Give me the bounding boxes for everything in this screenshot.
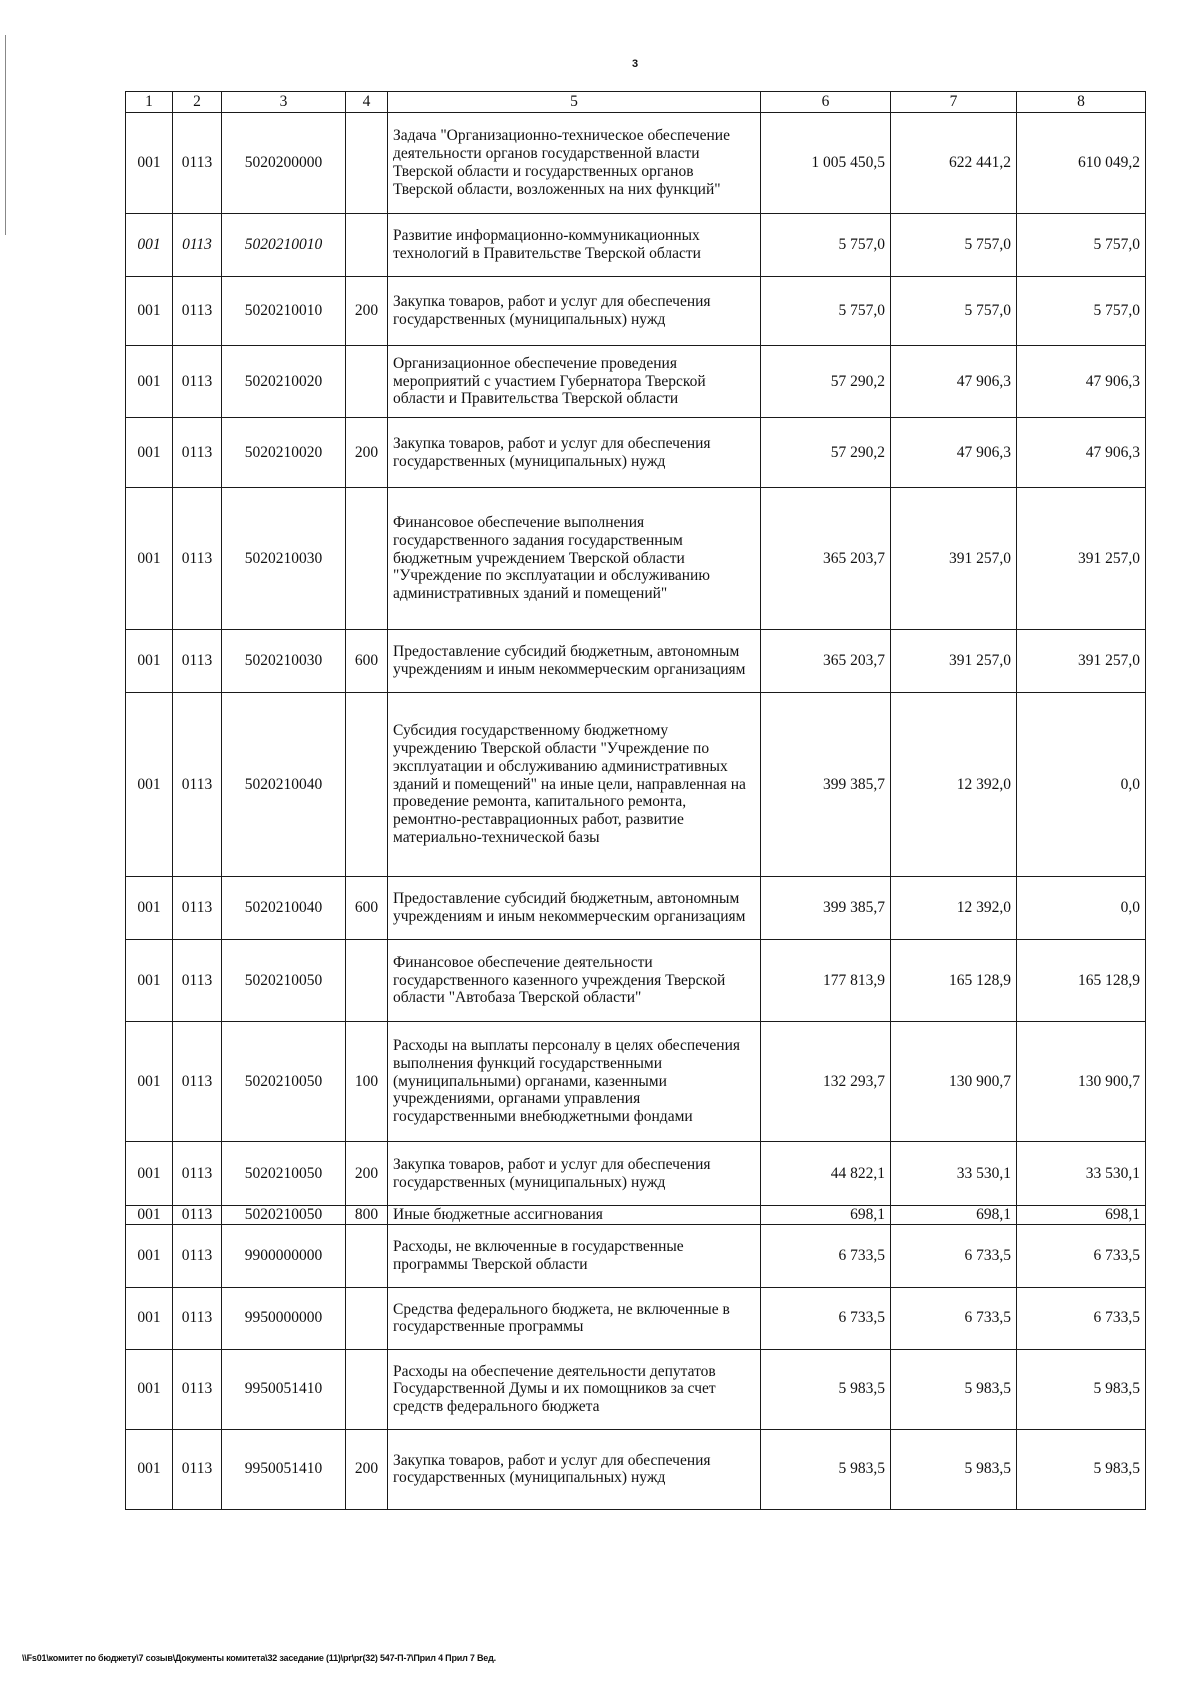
cell-value-year1: 5 757,0 (761, 214, 891, 277)
cell-section-code: 001 (126, 630, 173, 693)
cell-expense-type: 200 (346, 1142, 388, 1206)
cell-section-code: 001 (126, 418, 173, 488)
cell-section-code: 001 (126, 1142, 173, 1206)
cell-description: Задача "Организационно-техническое обеспечение деятельности органов государственной власти Тверской области и государственных органов Тверской области, возложенных на них функций" (388, 113, 761, 214)
cell-expense-type (346, 940, 388, 1022)
cell-target-article: 5020210040 (222, 877, 346, 940)
table-row (126, 1206, 1146, 1225)
cell-description: Закупка товаров, работ и услуг для обеспечения государственных (муниципальных) нужд (388, 1142, 761, 1206)
cell-value-year3: 5 983,5 (1017, 1429, 1146, 1509)
table-row (126, 940, 1146, 1022)
cell-subsection-code: 0113 (173, 214, 222, 277)
cell-target-article: 9950000000 (222, 1287, 346, 1349)
cell-target-article: 5020210050 (222, 1206, 346, 1225)
cell-target-article: 5020210050 (222, 940, 346, 1022)
cell-value-year2: 6 733,5 (891, 1287, 1017, 1349)
cell-expense-type: 200 (346, 418, 388, 488)
cell-value-year1: 5 983,5 (761, 1349, 891, 1429)
cell-value-year3: 5 757,0 (1017, 214, 1146, 277)
cell-section-code: 001 (126, 1429, 173, 1509)
cell-description: Закупка товаров, работ и услуг для обеспечения государственных (муниципальных) нужд (388, 418, 761, 488)
cell-description: Расходы на обеспечение деятельности депутатов Государственной Думы и их помощников за счет средств федерального бюджета (388, 1349, 761, 1429)
cell-value-year3: 47 906,3 (1017, 346, 1146, 418)
cell-expense-type (346, 113, 388, 214)
header-col-2: 2 (173, 92, 222, 113)
cell-subsection-code: 0113 (173, 346, 222, 418)
cell-value-year2: 12 392,0 (891, 877, 1017, 940)
cell-section-code: 001 (126, 877, 173, 940)
cell-description: Финансовое обеспечение выполнения государственного задания государственным бюджетным учреждением Тверской области "Учреждение по эксплуатации и обслуживанию административных зданий и помещений" (388, 488, 761, 630)
cell-value-year3: 698,1 (1017, 1206, 1146, 1225)
cell-description: Предоставление субсидий бюджетным, автономным учреждениям и иным некоммерческим организациям (388, 877, 761, 940)
cell-value-year2: 47 906,3 (891, 346, 1017, 418)
cell-description: Организационное обеспечение проведения мероприятий с участием Губернатора Тверской области и Правительства Тверской области (388, 346, 761, 418)
cell-target-article: 5020210040 (222, 693, 346, 877)
table-row (126, 1224, 1146, 1287)
cell-value-year1: 6 733,5 (761, 1287, 891, 1349)
budget-table (125, 91, 1146, 1510)
cell-target-article: 5020210030 (222, 630, 346, 693)
cell-value-year3: 610 049,2 (1017, 113, 1146, 214)
cell-value-year2: 6 733,5 (891, 1224, 1017, 1287)
cell-expense-type: 200 (346, 277, 388, 346)
cell-section-code: 001 (126, 1224, 173, 1287)
cell-value-year2: 5 757,0 (891, 277, 1017, 346)
cell-value-year3: 165 128,9 (1017, 940, 1146, 1022)
table-row (126, 418, 1146, 488)
table-row (126, 277, 1146, 346)
table-row (126, 1022, 1146, 1142)
cell-target-article: 9900000000 (222, 1224, 346, 1287)
cell-value-year3: 5 983,5 (1017, 1349, 1146, 1429)
cell-target-article: 5020210010 (222, 277, 346, 346)
cell-expense-type (346, 214, 388, 277)
cell-value-year3: 391 257,0 (1017, 488, 1146, 630)
cell-subsection-code: 0113 (173, 1224, 222, 1287)
cell-subsection-code: 0113 (173, 940, 222, 1022)
cell-value-year2: 5 757,0 (891, 214, 1017, 277)
cell-value-year3: 6 733,5 (1017, 1224, 1146, 1287)
table-row (126, 693, 1146, 877)
cell-value-year3: 47 906,3 (1017, 418, 1146, 488)
cell-description: Закупка товаров, работ и услуг для обеспечения государственных (муниципальных) нужд (388, 277, 761, 346)
cell-subsection-code: 0113 (173, 1022, 222, 1142)
header-col-5: 5 (388, 92, 761, 113)
cell-value-year1: 5 983,5 (761, 1429, 891, 1509)
cell-value-year3: 33 530,1 (1017, 1142, 1146, 1206)
cell-expense-type: 600 (346, 877, 388, 940)
cell-subsection-code: 0113 (173, 877, 222, 940)
cell-value-year2: 5 983,5 (891, 1429, 1017, 1509)
table-body (126, 113, 1146, 1510)
cell-section-code: 001 (126, 214, 173, 277)
cell-target-article: 5020210050 (222, 1022, 346, 1142)
cell-target-article: 5020210050 (222, 1142, 346, 1206)
cell-description: Расходы, не включенные в государственные программы Тверской области (388, 1224, 761, 1287)
table-header-row (126, 92, 1146, 113)
cell-expense-type: 200 (346, 1429, 388, 1509)
cell-target-article: 9950051410 (222, 1429, 346, 1509)
cell-expense-type (346, 346, 388, 418)
cell-expense-type (346, 1349, 388, 1429)
cell-value-year1: 6 733,5 (761, 1224, 891, 1287)
cell-value-year1: 399 385,7 (761, 877, 891, 940)
cell-subsection-code: 0113 (173, 113, 222, 214)
header-col-7: 7 (891, 92, 1017, 113)
cell-description: Развитие информационно-коммуникационных технологий в Правительстве Тверской области (388, 214, 761, 277)
cell-value-year2: 33 530,1 (891, 1142, 1017, 1206)
cell-expense-type (346, 1287, 388, 1349)
cell-value-year3: 0,0 (1017, 877, 1146, 940)
cell-expense-type (346, 1224, 388, 1287)
cell-expense-type (346, 488, 388, 630)
table-row (126, 1287, 1146, 1349)
cell-section-code: 001 (126, 1022, 173, 1142)
cell-expense-type: 800 (346, 1206, 388, 1225)
cell-subsection-code: 0113 (173, 1349, 222, 1429)
cell-target-article: 5020210010 (222, 214, 346, 277)
cell-subsection-code: 0113 (173, 1287, 222, 1349)
cell-value-year3: 5 757,0 (1017, 277, 1146, 346)
cell-section-code: 001 (126, 1349, 173, 1429)
cell-expense-type (346, 693, 388, 877)
cell-section-code: 001 (126, 488, 173, 630)
cell-subsection-code: 0113 (173, 277, 222, 346)
footer-file-path: \\Fs01\комитет по бюджету\7 созыв\Документы комитета\32 заседание (11)\pr\pr(32) 547-П-7\Прил 4 Прил 7 Вед. (22, 1653, 496, 1663)
cell-value-year1: 365 203,7 (761, 630, 891, 693)
cell-expense-type: 100 (346, 1022, 388, 1142)
cell-value-year2: 5 983,5 (891, 1349, 1017, 1429)
table-row (126, 630, 1146, 693)
cell-value-year1: 399 385,7 (761, 693, 891, 877)
cell-value-year2: 165 128,9 (891, 940, 1017, 1022)
cell-subsection-code: 0113 (173, 693, 222, 877)
cell-description: Средства федерального бюджета, не включенные в государственные программы (388, 1287, 761, 1349)
table-row (126, 214, 1146, 277)
cell-value-year2: 391 257,0 (891, 630, 1017, 693)
cell-value-year2: 622 441,2 (891, 113, 1017, 214)
cell-subsection-code: 0113 (173, 418, 222, 488)
page-number: 3 (631, 58, 639, 70)
cell-description: Иные бюджетные ассигнования (388, 1206, 761, 1225)
cell-description: Предоставление субсидий бюджетным, автономным учреждениям и иным некоммерческим организациям (388, 630, 761, 693)
cell-subsection-code: 0113 (173, 488, 222, 630)
cell-section-code: 001 (126, 346, 173, 418)
cell-value-year1: 132 293,7 (761, 1022, 891, 1142)
cell-section-code: 001 (126, 1287, 173, 1349)
cell-subsection-code: 0113 (173, 1206, 222, 1225)
table-row (126, 877, 1146, 940)
cell-section-code: 001 (126, 940, 173, 1022)
cell-value-year2: 47 906,3 (891, 418, 1017, 488)
cell-target-article: 5020210030 (222, 488, 346, 630)
table-row (126, 1429, 1146, 1509)
cell-section-code: 001 (126, 1206, 173, 1225)
cell-section-code: 001 (126, 113, 173, 214)
cell-value-year2: 12 392,0 (891, 693, 1017, 877)
cell-target-article: 5020200000 (222, 113, 346, 214)
table-row (126, 113, 1146, 214)
cell-value-year1: 698,1 (761, 1206, 891, 1225)
cell-subsection-code: 0113 (173, 1429, 222, 1509)
cell-value-year3: 391 257,0 (1017, 630, 1146, 693)
cell-expense-type: 600 (346, 630, 388, 693)
cell-target-article: 5020210020 (222, 418, 346, 488)
header-col-8: 8 (1017, 92, 1146, 113)
cell-value-year3: 0,0 (1017, 693, 1146, 877)
cell-section-code: 001 (126, 693, 173, 877)
cell-value-year2: 698,1 (891, 1206, 1017, 1225)
cell-value-year3: 130 900,7 (1017, 1022, 1146, 1142)
cell-value-year3: 6 733,5 (1017, 1287, 1146, 1349)
cell-value-year2: 391 257,0 (891, 488, 1017, 630)
cell-section-code: 001 (126, 277, 173, 346)
table-row (126, 1349, 1146, 1429)
cell-target-article: 5020210020 (222, 346, 346, 418)
header-col-4: 4 (346, 92, 388, 113)
cell-value-year1: 365 203,7 (761, 488, 891, 630)
cell-description: Финансовое обеспечение деятельности государственного казенного учреждения Тверской области "Автобаза Тверской области" (388, 940, 761, 1022)
table-row (126, 488, 1146, 630)
cell-value-year1: 5 757,0 (761, 277, 891, 346)
cell-target-article: 9950051410 (222, 1349, 346, 1429)
header-col-1: 1 (126, 92, 173, 113)
header-col-3: 3 (222, 92, 346, 113)
cell-subsection-code: 0113 (173, 1142, 222, 1206)
cell-value-year1: 177 813,9 (761, 940, 891, 1022)
cell-value-year1: 1 005 450,5 (761, 113, 891, 214)
cell-value-year1: 57 290,2 (761, 418, 891, 488)
header-col-6: 6 (761, 92, 891, 113)
cell-value-year1: 44 822,1 (761, 1142, 891, 1206)
cell-description: Субсидия государственному бюджетному учреждению Тверской области "Учреждение по эксплуатации и обслуживанию административных зданий и помещений" на иные цели, направленная на проведение ремонта, капитального ремонта, ремонтно-реставрационных работ, развитие материально-технической базы (388, 693, 761, 877)
cell-value-year1: 57 290,2 (761, 346, 891, 418)
cell-description: Расходы на выплаты персоналу в целях обеспечения выполнения функций государственными (муниципальными) органами, казенными учреждениями, органами управления государственными внебюджетными фондами (388, 1022, 761, 1142)
cell-subsection-code: 0113 (173, 630, 222, 693)
cell-description: Закупка товаров, работ и услуг для обеспечения государственных (муниципальных) нужд (388, 1429, 761, 1509)
table-row (126, 1142, 1146, 1206)
table-row (126, 346, 1146, 418)
cell-value-year2: 130 900,7 (891, 1022, 1017, 1142)
